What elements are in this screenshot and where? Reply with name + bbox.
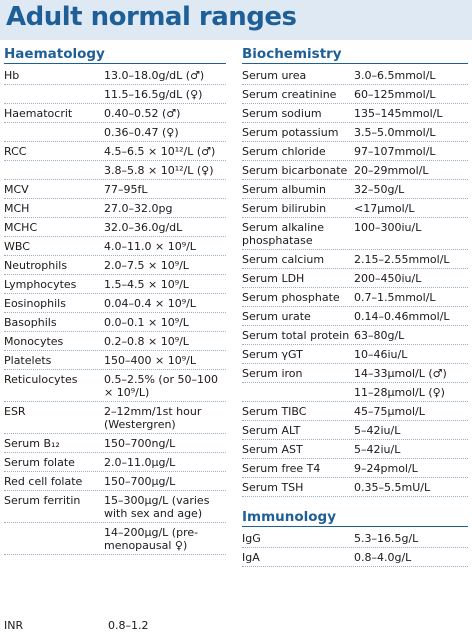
test-range: 2.0–11.0µg/L: [104, 456, 176, 469]
table-row: [242, 161, 468, 180]
test-range: 2.15–2.55mmol/L: [354, 253, 450, 266]
test-name: Serum creatinine: [242, 88, 337, 101]
test-range: 5–42iu/L: [354, 424, 401, 437]
test-name: Monocytes: [4, 335, 64, 348]
test-name: INR: [4, 619, 24, 632]
table-row: [242, 180, 468, 199]
test-range: 0.40–0.52 (♂): [104, 107, 181, 120]
table-row: [242, 307, 468, 326]
table-row: [242, 142, 468, 161]
test-name: MCV: [4, 183, 29, 196]
test-range: 5–42iu/L: [354, 443, 401, 456]
table-row: [242, 364, 468, 383]
test-name: Haematocrit: [4, 107, 73, 120]
test-name: Serum free T4: [242, 462, 321, 475]
test-name: Serum chloride: [242, 145, 326, 158]
test-name: Serum total protein: [242, 329, 350, 342]
table-row: [242, 66, 468, 85]
test-range: 0.8–1.2: [108, 619, 149, 632]
table-row: [4, 104, 226, 123]
table-row: [4, 66, 226, 85]
table-row: [242, 459, 468, 478]
test-name: Serum AST: [242, 443, 303, 456]
test-range: 200–450iu/L: [354, 272, 422, 285]
table-row: [4, 199, 226, 218]
test-name: Serum TIBC: [242, 405, 307, 418]
test-range: 45–75µmol/L: [354, 405, 425, 418]
test-name: MCH: [4, 202, 30, 215]
test-name: RCC: [4, 145, 27, 158]
table-row: [242, 269, 468, 288]
test-range: 77–95fL: [104, 183, 148, 196]
test-name: Serum B₁₂: [4, 437, 60, 450]
table-row: [4, 275, 226, 294]
test-name: Serum LDH: [242, 272, 305, 285]
test-name: Serum urate: [242, 310, 311, 323]
test-name: Eosinophils: [4, 297, 66, 310]
table-row: [4, 313, 226, 332]
test-name: [4, 85, 104, 103]
test-name: Serum urea: [242, 69, 307, 82]
table-row: [4, 218, 226, 237]
test-range: 15–300µg/L (varies with sex and age): [104, 494, 210, 520]
test-range: 10–46iu/L: [354, 348, 408, 361]
test-range: 150–400 × 10⁹/L: [104, 354, 196, 367]
table-row: [242, 345, 468, 364]
table-row: [242, 123, 468, 142]
test-range: 2–12mm/1st hour (Westergren): [104, 405, 202, 431]
test-range: 3.8–5.8 × 10¹²/L (♀): [104, 164, 214, 177]
haematology-heading: Haematology: [4, 46, 226, 64]
table-row: [4, 85, 226, 104]
table-row: [242, 440, 468, 459]
test-range: 0.8–4.0g/L: [354, 551, 412, 564]
test-name: IgA: [242, 551, 260, 564]
test-name: [4, 523, 104, 554]
test-range: 14–33µmol/L (♂): [354, 367, 447, 380]
table-row: [4, 453, 226, 472]
test-range: 4.5–6.5 × 10¹²/L (♂): [104, 145, 216, 158]
test-range: 100–300iu/L: [354, 221, 422, 234]
test-range: 0.35–5.5mU/L: [354, 481, 431, 494]
table-row: [242, 250, 468, 269]
table-row: [242, 218, 468, 250]
test-range: 150–700ng/L: [104, 437, 176, 450]
test-range: 3.5–5.0mmol/L: [354, 126, 436, 139]
test-range: <17µmol/L: [354, 202, 415, 215]
test-name: IgG: [242, 532, 261, 545]
biochemistry-column: [242, 46, 468, 567]
test-name: Serum potassium: [242, 126, 339, 139]
table-row: [4, 256, 226, 275]
test-range: 0.7–1.5mmol/L: [354, 291, 436, 304]
immunology-heading: Immunology: [242, 509, 468, 527]
test-name: [242, 383, 350, 401]
table-row: [4, 491, 226, 523]
test-name: Serum alkaline phosphatase: [242, 221, 325, 247]
test-name: ESR: [4, 405, 26, 418]
table-row: [242, 199, 468, 218]
table-row: [4, 142, 226, 161]
table-row: [242, 383, 468, 402]
table-row: [4, 123, 226, 142]
test-name: Reticulocytes: [4, 373, 78, 386]
test-range: 63–80g/L: [354, 329, 405, 342]
test-name: Hb: [4, 69, 20, 82]
test-range: 0.5–2.5% (or 50–100 × 10⁹/L): [104, 373, 218, 399]
table-row: [242, 402, 468, 421]
table-row: [242, 85, 468, 104]
table-row: [242, 288, 468, 307]
test-range: 20–29mmol/L: [354, 164, 429, 177]
test-range: 11–28µmol/L (♀): [354, 386, 445, 399]
test-name: Serum TSH: [242, 481, 304, 494]
test-range: 32.0–36.0g/dL: [104, 221, 183, 234]
test-name: MCHC: [4, 221, 38, 234]
test-name: Serum sodium: [242, 107, 322, 120]
test-name: Serum bicarbonate: [242, 164, 348, 177]
test-name: [4, 161, 104, 179]
table-row: [242, 326, 468, 345]
test-name: Serum iron: [242, 367, 303, 380]
test-range: 27.0–32.0pg: [104, 202, 173, 215]
test-range: 60–125mmol/L: [354, 88, 436, 101]
table-row: [4, 161, 226, 180]
test-name: Serum phosphate: [242, 291, 340, 304]
table-row: [242, 548, 468, 567]
table-row: [242, 421, 468, 440]
test-range: 150–700µg/L: [104, 475, 176, 488]
table-row: [4, 402, 226, 434]
test-range: 0.0–0.1 × 10⁹/L: [104, 316, 189, 329]
test-name: Serum ferritin: [4, 494, 81, 507]
test-name: Serum calcium: [242, 253, 325, 266]
test-name: WBC: [4, 240, 30, 253]
test-range: 135–145mmol/L: [354, 107, 443, 120]
table-row: [4, 294, 226, 313]
test-range: 5.3–16.5g/L: [354, 532, 419, 545]
test-range: 97–107mmol/L: [354, 145, 436, 158]
test-name: [4, 123, 104, 141]
test-name: Neutrophils: [4, 259, 68, 272]
table-row: [242, 478, 468, 497]
biochemistry-heading: Biochemistry: [242, 46, 468, 64]
test-range: 0.36–0.47 (♀): [104, 126, 179, 139]
immunology-table: [242, 529, 468, 567]
test-name: Serum ALT: [242, 424, 301, 437]
test-range: 11.5–16.5g/dL (♀): [104, 88, 203, 101]
test-range: 1.5–4.5 × 10⁹/L: [104, 278, 189, 291]
table-row: [4, 472, 226, 491]
test-name: Basophils: [4, 316, 57, 329]
table-row: [242, 104, 468, 123]
table-row: [4, 370, 226, 402]
test-range: 32–50g/L: [354, 183, 405, 196]
page-title: Adult normal ranges: [6, 2, 297, 32]
table-row: [4, 332, 226, 351]
table-row: [4, 619, 149, 632]
biochemistry-table: [242, 66, 468, 497]
test-name: Serum albumin: [242, 183, 326, 196]
table-row: [242, 529, 468, 548]
test-range: 2.0–7.5 × 10⁹/L: [104, 259, 189, 272]
test-range: 3.0–6.5mmol/L: [354, 69, 436, 82]
table-row: [4, 351, 226, 370]
test-range: 0.04–0.4 × 10⁹/L: [104, 297, 196, 310]
table-row: [4, 523, 226, 555]
test-range: 0.2–0.8 × 10⁹/L: [104, 335, 189, 348]
haematology-table: [4, 66, 226, 555]
test-name: Serum bilirubin: [242, 202, 327, 215]
table-row: [4, 180, 226, 199]
test-name: Lymphocytes: [4, 278, 77, 291]
test-name: Serum γGT: [242, 348, 303, 361]
test-name: Red cell folate: [4, 475, 83, 488]
table-row: [4, 434, 226, 453]
test-range: 13.0–18.0g/dL (♂): [104, 69, 205, 82]
test-name: Serum folate: [4, 456, 75, 469]
test-range: 9–24pmol/L: [354, 462, 418, 475]
test-range: 0.14–0.46mmol/L: [354, 310, 450, 323]
test-range: 14–200µg/L (pre-menopausal ♀): [104, 526, 199, 552]
table-row: [4, 237, 226, 256]
test-name: Platelets: [4, 354, 52, 367]
haematology-column: [4, 46, 226, 555]
test-range: 4.0–11.0 × 10⁹/L: [104, 240, 196, 253]
